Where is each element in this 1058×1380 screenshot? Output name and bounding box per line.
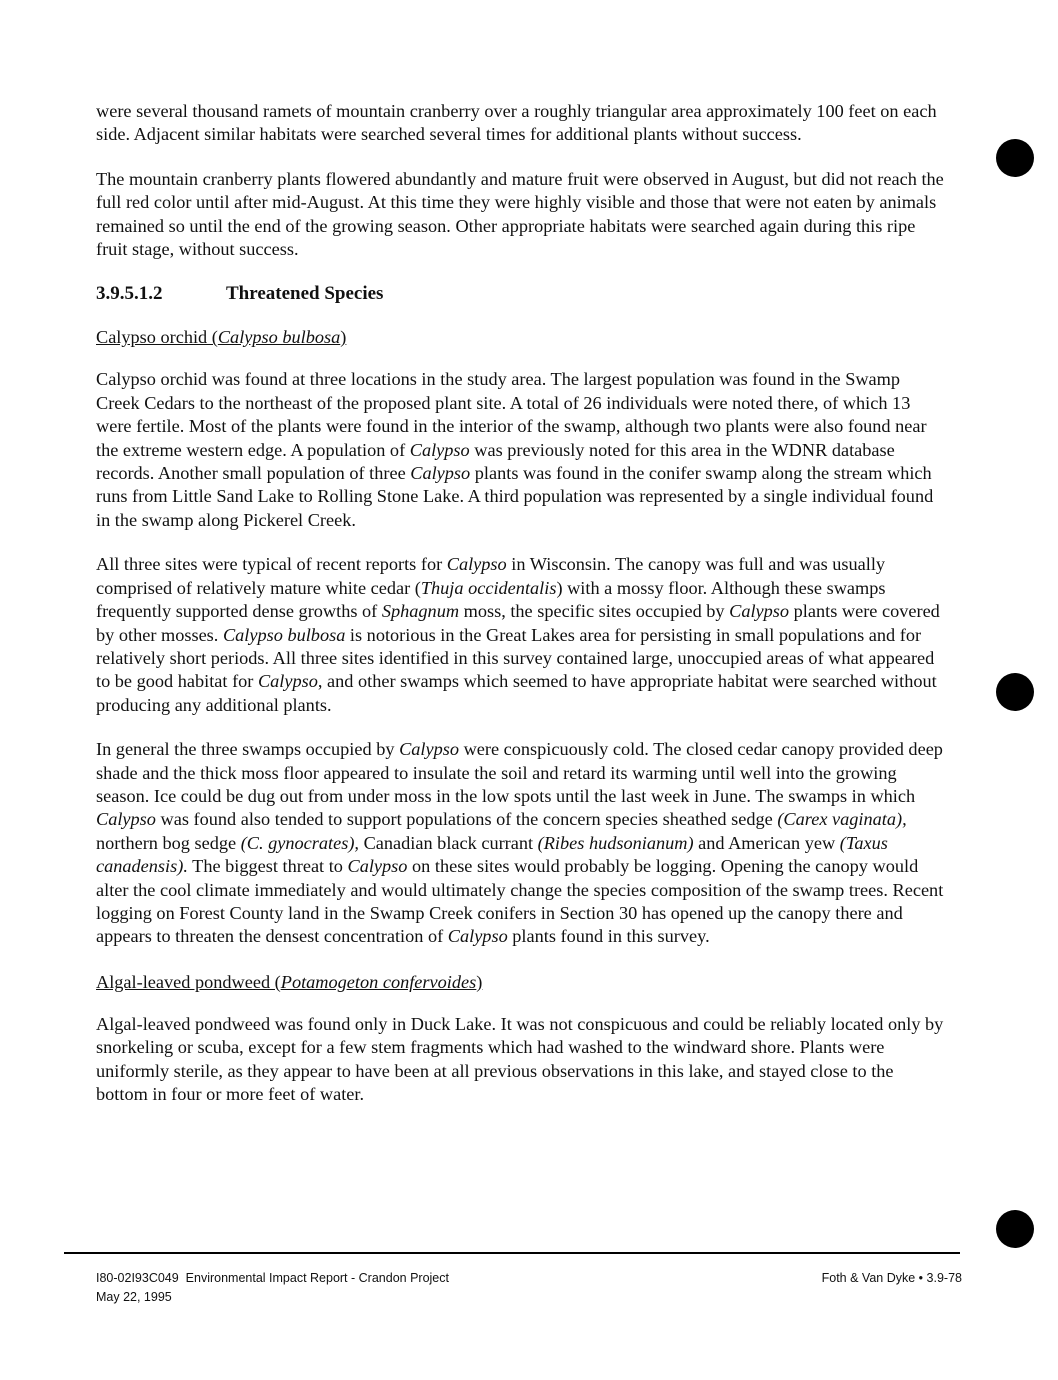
footer-doc-id: I80-02I93C049 (96, 1271, 179, 1285)
punch-hole-top (996, 139, 1034, 177)
punch-hole-bottom (996, 1210, 1034, 1248)
subheading-pondweed-scientific: Potamogeton confervoides (280, 971, 477, 992)
section-number: 3.9.5.1.2 (96, 283, 163, 305)
subheading-pondweed-common: Algal-leaved pondweed ( (96, 971, 281, 992)
footer-page-number: 3.9-78 (926, 1271, 962, 1285)
paragraph-cranberry-extent: were several thousand ramets of mountain cranberry over a roughly triangular area approximately 100 feet on each side. Adjacent similar habitats were searched several times for additional plants without success. (96, 101, 937, 145)
subheading-calypso-common: Calypso orchid ( (96, 327, 218, 348)
subheading-calypso-close: ) (340, 327, 347, 348)
paragraph-pondweed: Algal-leaved pondweed was found only in Duck Lake. It was not conspicuous and could be reliably located only by snorkeling or scuba, except for a few stem fragments which had washed to the windward shore. Plants were uniformly sterile, as they appear to have been at all previous observations in this lake, and stayed close to the bottom in four or more feet of water. (96, 1013, 944, 1104)
paragraph-calypso-locations: Calypso orchid was found at three locations in the study area. The largest population was found in the Swamp Creek Cedars to the northeast of the proposed plant site. A total of 26 individuals were noted there, of which 13 were fertile. Most of the plants were found in the interior of the swamp, although two plants were also found near the extreme western edge. A population of Calypso was previously noted for this area in the WDNR database records. Another small population of three Calypso plants was found in the conifer swamp along the stream which runs from Little Sand Lake to Rolling Stone Lake. A third population was represented by a single individual found in the swamp along Pickerel Creek. (96, 369, 934, 530)
paragraph-calypso-climate: In general the three swamps occupied by Calypso were conspicuously cold. The closed cedar canopy provided deep shade and the thick moss floor appeared to insulate the soil and retard its warming until well into the growing season. Ice could be dug out from under moss in the low spots until the last week in June. The swamps in which Calypso was found also tended to support populations of the concern species sheathed sedge (Carex vaginata), northern bog sedge (C. gynocrates), Canadian black currant (Ribes hudsonianum) and American yew (Taxus canadensis). The biggest threat to Calypso on these sites would probably be logging. Opening the canopy would alter the cool climate immediately and would ultimately change the species composition of the swamp trees. Recent logging on Forest County land in the Swamp Creek conifers in Section 30 has opened up the canopy there and appears to threaten the densest concentration of Calypso plants found in this survey. (96, 739, 944, 947)
subheading-pondweed (96, 970, 946, 994)
footer-bullet: • (918, 1271, 924, 1285)
footer-rule (64, 1252, 960, 1254)
section-title: Threatened Species (226, 283, 384, 305)
footer-company: Foth & Van Dyke (821, 1271, 916, 1285)
subheading-calypso (96, 325, 946, 349)
page-body (96, 100, 946, 1127)
paragraph-calypso-sites: All three sites were typical of recent reports for Calypso in Wisconsin. The canopy was full and was usually comprised of relatively mature white cedar (Thuja occidentalis) with a mossy floor. Although these swamps frequently supported dense growths of Sphagnum moss, the specific sites occupied by Calypso plants were covered by other mosses. Calypso bulbosa is notorious in the Great Lakes area for persisting in small populations and for relatively short periods. All three sites identified in this survey contained large, unoccupied areas of what appeared to be good habitat for Calypso, and other swamps which seemed to have appropriate habitat were searched without producing any additional plants. (96, 554, 940, 715)
footer-doc-title: Environmental Impact Report - Crandon Project (185, 1271, 449, 1285)
page-footer (96, 1269, 962, 1307)
subheading-calypso-scientific: Calypso bulbosa (217, 327, 341, 348)
footer-date: May 22, 1995 (96, 1290, 172, 1304)
footer-page-info (822, 1269, 962, 1288)
paragraph-cranberry-fruit: The mountain cranberry plants flowered abundantly and mature fruit were observed in August, but did not reach the full red color until after mid-August. At this time they were highly visible and those that were not eaten by animals remained so until the end of the growing season. Other appropriate habitats were searched again during this ripe fruit stage, without success. (96, 168, 944, 260)
subheading-pondweed-close: ) (476, 971, 483, 992)
section-heading (96, 282, 946, 306)
punch-hole-middle (996, 673, 1034, 711)
